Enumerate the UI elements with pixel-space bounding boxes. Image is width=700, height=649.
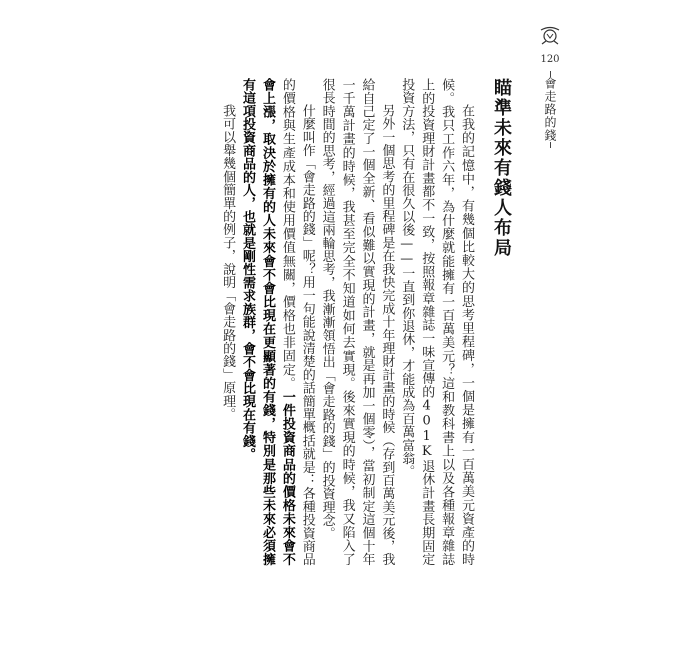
text-run: 另外一個思考的里程碑是在我快完成十年理財計畫的時候（存到百萬美元後，我給自己定了一個全新、看似難以實現的計畫，就是再加一個零），當初制定這個十年一千萬計畫的時候，我甚至完全不知道如何去實現。後來實現的時候，我又陷入了很長時間的思考，經過這兩輪思考，我漸漸領悟出「會走路的錢」的投資理念。 xyxy=(319,78,395,566)
body-text xyxy=(190,78,512,566)
page-number: 120 xyxy=(540,54,560,65)
text-run: 在我的記憶中，有幾個比較大的思考里程碑，一個是擁有一百萬美元資產的時候。我只工作六年，為什麼就能擁有一百萬美元？這和教科書上以及各種報章雜誌上的投資理財計畫都不一致，按照報章雜誌一味宣傳的401K退休計畫長期固定投資方法，只有在很久以後——一直到你退休，才能成為百萬富翁。 xyxy=(399,78,474,566)
running-title-text: 會走路的錢 xyxy=(543,77,557,142)
paragraph xyxy=(317,78,397,566)
running-header xyxy=(532,18,568,178)
text-run: 什麼叫作「會走路的錢」呢？用一句能說清楚的話簡單概括就是：各種投資商品的價格與生產成本和使用價值無關，價格也非固定。 xyxy=(279,78,315,566)
bold-text: 一件投資商品的價格未來會不會上漲，取決於擁有的人未來會不會比現在更顯著的有錢，特別是那些未來必須擁有這項投資商品的人，也就是剛性需求族群，會不會比現在有錢。 xyxy=(240,78,295,566)
book-emblem-icon xyxy=(538,22,562,48)
paragraph xyxy=(217,78,237,566)
paragraph xyxy=(396,78,476,566)
paragraph-container xyxy=(217,78,476,566)
running-title xyxy=(543,71,557,148)
text-run: 我可以舉幾個簡單的例子，說明「會走路的錢」原理。 xyxy=(220,104,236,421)
chapter-title: 瞄準未來有錢人布局 xyxy=(491,78,512,258)
paragraph xyxy=(237,78,317,566)
